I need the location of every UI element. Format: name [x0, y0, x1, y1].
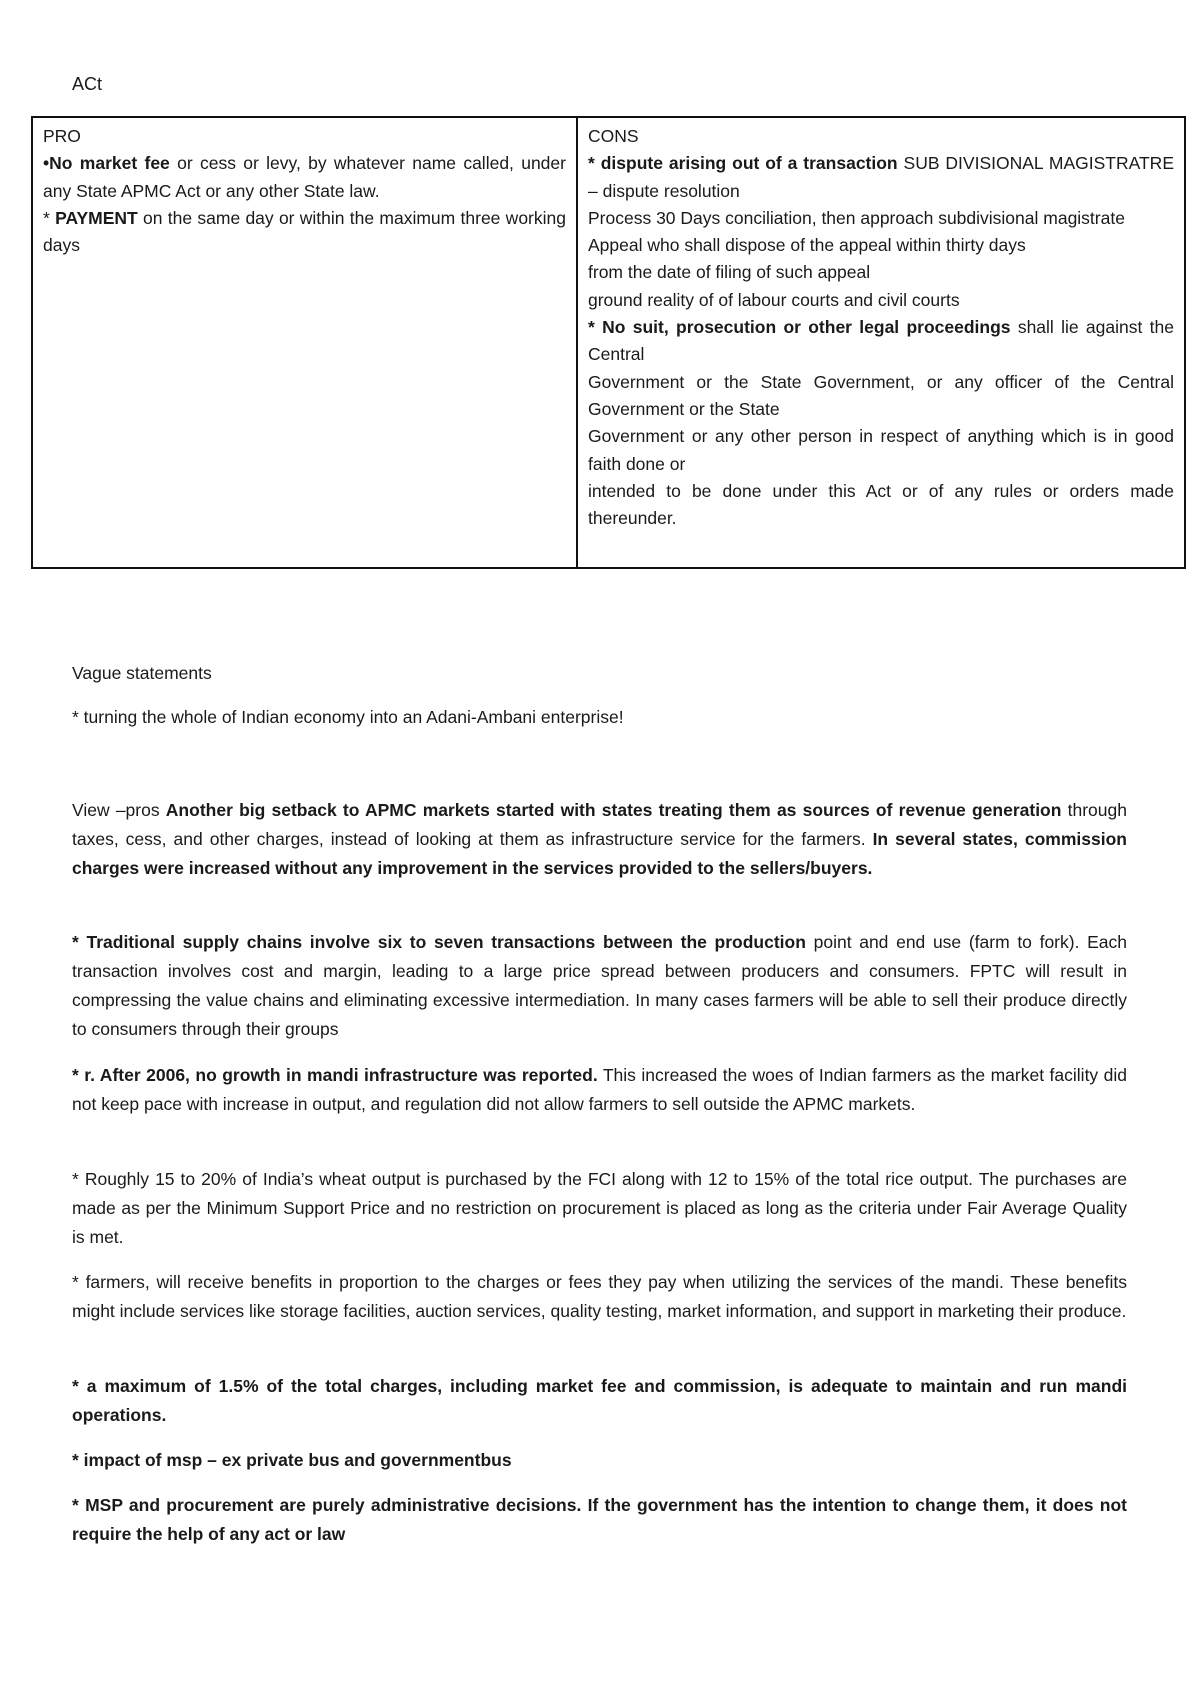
bullet-1-prefix: *: [72, 932, 87, 952]
bullet-paragraph-3: * Roughly 15 to 20% of India’s wheat output is purchased by the FCI along with 12 to 15% of the total rice output. The purchases are made as per the Minimum Support Price and no restriction on procurement is placed as long as the criteria under Fair Average Quality is met.: [72, 1169, 1127, 1247]
cons-line-3: Appeal who shall dispose of the appeal within thirty days: [588, 235, 1026, 256]
cons-line-1: [588, 150, 1174, 205]
bullet-paragraph-4: * farmers, will receive benefits in proportion to the charges or fees they pay when utilizing the services of the mandi. These benefits might include services like storage facilities, auction services, quality testing, market information, and support in marketing their produce.: [72, 1272, 1127, 1321]
pros-column: [32, 117, 577, 568]
cons-line-6-text: shall lie against the Central: [588, 317, 1174, 365]
bullet-paragraph-5: * a maximum of 1.5% of the total charges, including market fee and commission, is adequate to maintain and run mandi operations.: [72, 1376, 1127, 1425]
cons-header: CONS: [588, 126, 639, 146]
pros-item-2-prefix: *: [43, 207, 56, 228]
bullet-paragraph-6: * impact of msp – ex private bus and governmentbus: [72, 1450, 512, 1470]
bullet-1-text: point and end use (farm to fork). Each transaction involves cost and margin, leading to a large price spread between producers and consumers. FPTC will result in compressing the value chains and eliminating excessive intermediation. In many cases farmers will be able to sell their produce directly to consumers through their groups: [72, 932, 1127, 1039]
cons-line-5: ground reality of of labour courts and civil courts: [588, 289, 960, 310]
pros-item-2: [43, 205, 566, 260]
pros-item-2-text: on the same day or within the maximum three working days: [43, 207, 566, 256]
view-pros-paragraph: [72, 796, 1127, 883]
bullet-2-prefix: * r. After: [72, 1065, 147, 1085]
bullet-2-text: This increased the woes of Indian farmers as the market facility did not keep pace with increase in output, and regulation did not allow farmers to sell outside the APMC markets.: [72, 1065, 1127, 1114]
cons-line-9: intended to be done under this Act or of any rules or orders made thereunder.: [588, 480, 1174, 529]
bullet-paragraph-1: [72, 928, 1127, 1044]
cons-column: [577, 117, 1185, 568]
pros-header: PRO: [43, 126, 81, 146]
view-text-1: through taxes, cess, and other charges, instead of looking at them as infrastructure service for the farmers.: [72, 800, 1127, 849]
pros-cons-table: [31, 116, 1186, 569]
bullet-paragraph-2: [72, 1061, 1127, 1119]
cons-line-6-bold: No suit, prosecution or other legal proceedings: [602, 317, 1011, 338]
pros-item-2-bold: PAYMENT: [55, 207, 138, 228]
bullet-glyph: •: [43, 153, 50, 174]
cons-line-2: Process 30 Days conciliation, then approach subdivisional magistrate: [588, 207, 1125, 228]
vague-statement-item: * turning the whole of Indian economy into an Adani-Ambani enterprise!: [72, 707, 624, 727]
cons-line-1-text: SUB DIVISIONAL MAGISTRATRE – dispute resolution: [588, 153, 1174, 201]
cons-line-7: Government or the State Government, or any officer of the Central Government or the State: [588, 371, 1174, 419]
pros-item-1-text: or cess or levy, by whatever name called, under any State APMC Act or any other State law.: [43, 153, 566, 201]
view-bold-1: Another big setback to APMC markets started with states treating them as sources of revenue generation: [165, 800, 1062, 820]
bullet-1-bold: Traditional supply chains involve six to seven transactions between the production: [86, 932, 806, 952]
document-heading: ACt: [72, 74, 103, 94]
view-bold-2: In several states, commission charges were increased without any improvement in the services provided to the sellers/buyers.: [72, 829, 1127, 878]
cons-line-6: [588, 314, 1174, 369]
bullet-2-bold: 2006, no growth in mandi infrastructure was reported.: [146, 1065, 598, 1085]
cons-line-4: from the date of filing of such appeal: [588, 262, 871, 283]
pros-item-1-bold: No market fee: [49, 153, 170, 174]
pros-item-1: [43, 150, 566, 205]
cons-line-8: Government or any other person in respect of anything which is in good faith done or: [588, 426, 1174, 474]
vague-statements-title: Vague statements: [72, 663, 212, 683]
cons-line-6-prefix: *: [588, 317, 603, 338]
cons-line-1-bold: dispute arising out of a transaction: [600, 153, 898, 174]
bullet-paragraph-7: * MSP and procurement are purely administrative decisions. If the government has the intention to change them, it does not require the help of any act or law: [72, 1495, 1127, 1544]
cons-line-1-prefix: *: [588, 153, 601, 174]
view-prefix: View –pros: [72, 800, 166, 820]
